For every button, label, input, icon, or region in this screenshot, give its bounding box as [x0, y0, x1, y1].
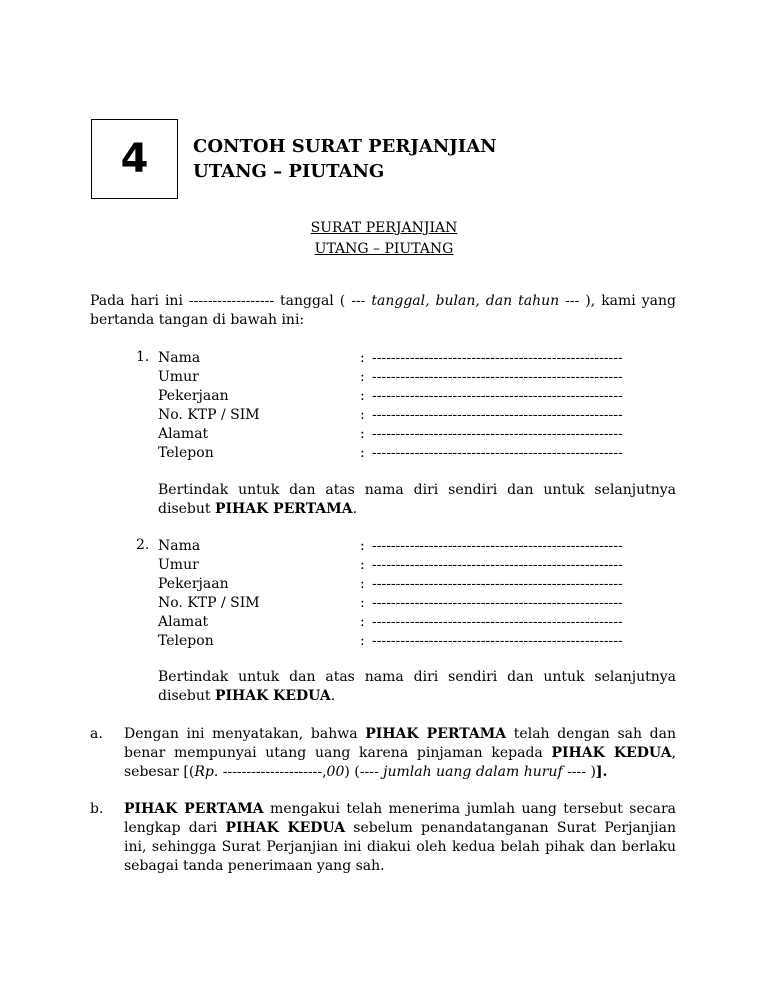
field-blank: -----------------------------------------------------: [372, 633, 623, 649]
field-blank: -----------------------------------------------------: [372, 350, 623, 366]
document-title-line1: SURAT PERJANJIAN: [310, 220, 458, 236]
chapter-number-box: [91, 119, 178, 199]
clause-b-marker: b.: [90, 801, 104, 817]
field-label: Pekerjaan: [158, 576, 229, 592]
clause-italic: 00: [326, 764, 345, 780]
chapter-title: [193, 134, 497, 184]
field-colon: :: [360, 538, 365, 554]
field-blank: -----------------------------------------------------: [372, 445, 623, 461]
field-blank: -----------------------------------------------------: [372, 538, 623, 554]
intro-text-1: Pada hari ini ------------------ tanggal ( ---: [90, 293, 372, 309]
field-label: Umur: [158, 557, 199, 573]
clause-a-marker: a.: [90, 726, 103, 742]
field-label: Telepon: [158, 633, 214, 649]
field-blank: -----------------------------------------------------: [372, 595, 623, 611]
clause-bold: PIHAK PERTAMA: [124, 801, 264, 817]
field-blank: -----------------------------------------------------: [372, 557, 623, 573]
intro-date-placeholder: tanggal, bulan, dan tahun: [371, 293, 560, 309]
field-colon: :: [360, 426, 365, 442]
field-label: No. KTP / SIM: [158, 407, 260, 423]
field-colon: :: [360, 445, 365, 461]
clause-text: telah dengan sah dan benar mempunyai utang uang karena pinjaman kepada: [124, 726, 677, 761]
field-label: No. KTP / SIM: [158, 595, 260, 611]
field-colon: :: [360, 388, 365, 404]
field-label: Pekerjaan: [158, 388, 229, 404]
intro-paragraph: [90, 292, 676, 330]
field-colon: :: [360, 576, 365, 592]
statement-text: Bertindak untuk dan atas nama diri sendiri dan untuk selanjutnya disebut: [158, 482, 676, 517]
field-colon: :: [360, 557, 365, 573]
party-2-number: 2.: [136, 537, 150, 553]
clause-bold: PIHAK KEDUA: [551, 745, 672, 761]
field-label: Nama: [158, 538, 201, 554]
clause-text: sebelum penandatanganan Surat Perjanjian ini, sehingga Surat Perjanjian ini diakui oleh kedua belah pihak dan berlaku sebagai tanda penerimaan yang sah.: [124, 820, 677, 874]
chapter-title-line2: UTANG – PIUTANG: [193, 161, 385, 182]
field-colon: :: [360, 595, 365, 611]
field-label: Telepon: [158, 445, 214, 461]
clause-text: ---- ): [562, 764, 596, 780]
party-1-role: PIHAK PERTAMA: [214, 501, 353, 517]
document-title: [0, 218, 768, 260]
field-blank: -----------------------------------------------------: [372, 426, 623, 442]
clause-bold: PIHAK PERTAMA: [365, 726, 507, 742]
field-colon: :: [360, 614, 365, 630]
field-colon: :: [360, 350, 365, 366]
field-blank: -----------------------------------------------------: [372, 407, 623, 423]
intro-text-2: --- ), kami yang bertanda tangan di bawah ini:: [90, 293, 676, 328]
field-label: Nama: [158, 350, 201, 366]
field-blank: -----------------------------------------------------: [372, 614, 623, 630]
field-colon: :: [360, 369, 365, 385]
statement-text: Bertindak untuk dan atas nama diri sendiri dan untuk selanjutnya disebut: [158, 669, 676, 704]
clause-b-body: [124, 800, 676, 876]
clause-text: Dengan ini menyatakan, bahwa: [124, 726, 366, 742]
clause-bold: PIHAK KEDUA: [225, 820, 346, 836]
field-colon: :: [360, 407, 365, 423]
statement-end: .: [330, 688, 336, 704]
clause-italic: jumlah uang dalam huruf: [383, 764, 563, 780]
field-blank: -----------------------------------------------------: [372, 388, 623, 404]
clause-a-body: [124, 725, 676, 782]
document-title-line2: UTANG – PIUTANG: [314, 241, 454, 257]
clause-text: . ---------------------,: [213, 764, 327, 780]
statement-end: .: [352, 501, 358, 517]
field-label: Alamat: [158, 614, 209, 630]
chapter-title-line1: CONTOH SURAT PERJANJIAN: [193, 136, 497, 157]
party-1-number: 1.: [136, 349, 150, 365]
party-2-role: PIHAK KEDUA: [214, 688, 331, 704]
chapter-number: 4: [120, 136, 149, 182]
clause-text: mengakui telah menerima jumlah uang tersebut secara lengkap dari: [124, 801, 676, 836]
clause-text: , sebesar [(: [124, 745, 677, 780]
field-blank: -----------------------------------------------------: [372, 576, 623, 592]
clause-italic: Rp: [194, 764, 214, 780]
field-blank: -----------------------------------------------------: [372, 369, 623, 385]
party-2-statement: [158, 668, 676, 706]
clause-text: ) (----: [344, 764, 384, 780]
clause-bold: ].: [595, 764, 608, 780]
field-label: Umur: [158, 369, 199, 385]
field-label: Alamat: [158, 426, 209, 442]
party-1-statement: [158, 481, 676, 519]
field-colon: :: [360, 633, 365, 649]
